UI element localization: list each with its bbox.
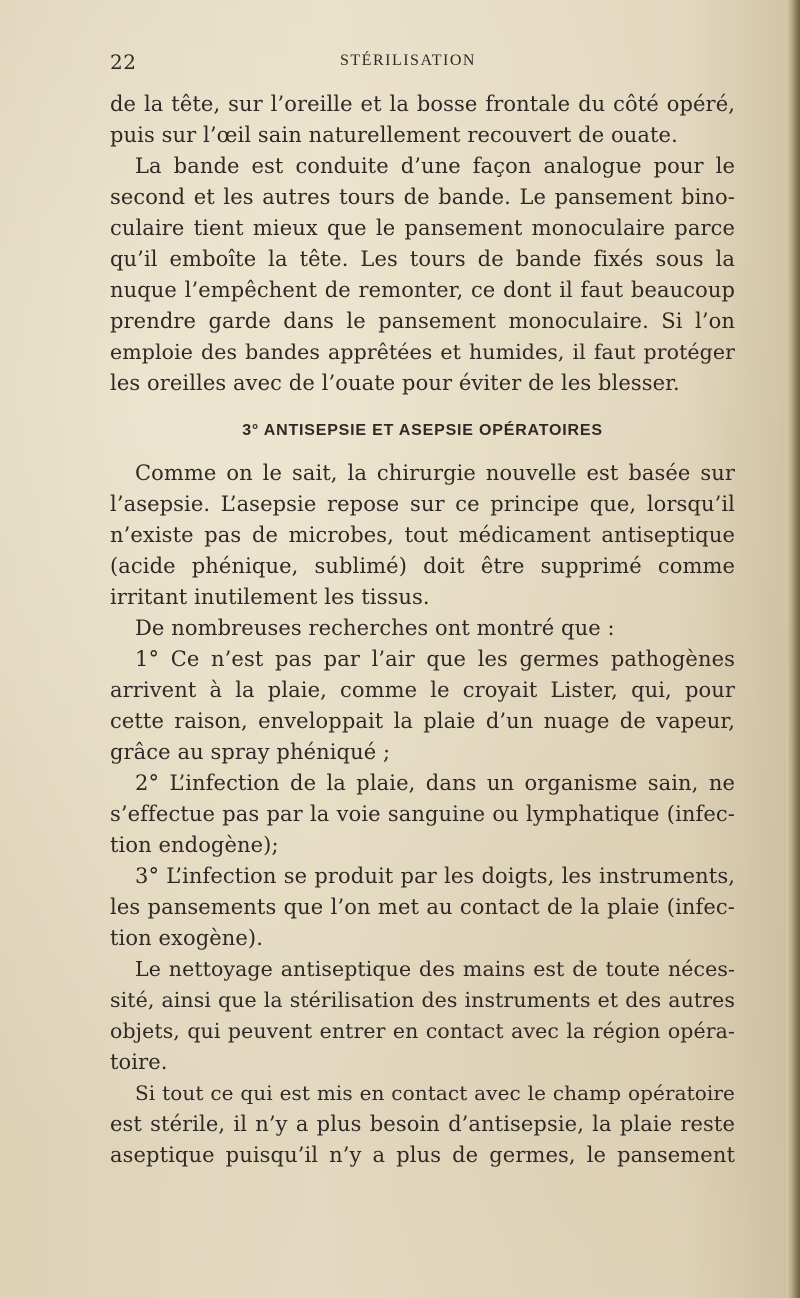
text-line: puis sur l’œil sain naturellement recouvert de ouate. [110, 123, 678, 147]
text-line: cette raison, enveloppait la plaie d’un nuage de vapeur, [110, 709, 735, 733]
text-line: culaire tient mieux que le pansement monoculaire parce [110, 216, 735, 240]
text-line: irritant inutilement les tissus. [110, 585, 430, 609]
text-line: 1° Ce n’est pas par l’air que les germes pathogènes [135, 647, 735, 671]
text-line: s’effectue pas par la voie sanguine ou lymphatique (infec- [110, 802, 735, 826]
text-line: les oreilles avec de l’ouate pour éviter de les blesser. [110, 371, 680, 395]
text-line: De nombreuses recherches ont montré que : [135, 616, 615, 640]
text-line: qu’il emboîte la tête. Les tours de bande fixés sous la [110, 247, 735, 271]
text-line: n’existe pas de microbes, tout médicament antiseptique [110, 523, 735, 547]
text-line: toire. [110, 1050, 168, 1074]
section-heading: 3° ANTISEPSIE ET ASEPSIE OPÉRATOIRES [242, 422, 603, 439]
text-line: emploie des bandes apprêtées et humides, il faut protéger [110, 340, 735, 364]
text-line: arrivent à la plaie, comme le croyait Lister, qui, pour [110, 678, 735, 702]
text-line: tion exogène). [110, 926, 264, 950]
text-line: Comme on le sait, la chirurgie nouvelle est basée sur [135, 461, 735, 485]
page-number: 22 [110, 50, 137, 74]
text-line: 2° L’infection de la plaie, dans un organisme sain, ne [135, 771, 735, 795]
text-line: tion endogène); [110, 833, 279, 857]
text-line: (acide phénique, sublimé) doit être supprimé comme [110, 554, 735, 578]
text-line: La bande est conduite d’une façon analogue pour le [135, 154, 735, 178]
page-header [110, 50, 735, 78]
text-line: les pansements que l’on met au contact de la plaie (infec- [110, 895, 735, 919]
text-line: aseptique puisqu’il n’y a plus de germes, le pansement [110, 1143, 735, 1167]
text-line: second et les autres tours de bande. Le pansement bino- [110, 185, 735, 209]
text-line: objets, qui peuvent entrer en contact avec la région opéra- [110, 1019, 735, 1043]
text-line: prendre garde dans le pansement monoculaire. Si l’on [110, 309, 735, 333]
text-line: est stérile, il n’y a plus besoin d’antisepsie, la plaie reste [110, 1112, 735, 1136]
text-line: sité, ainsi que la stérilisation des instruments et des autres [110, 988, 735, 1012]
text-line: Si tout ce qui est mis en contact avec le champ opératoire [135, 1081, 735, 1105]
body-text [110, 89, 735, 1171]
text-line: 3° L’infection se produit par les doigts, les instruments, [135, 864, 735, 888]
page-edge-shadow [786, 0, 800, 1298]
text-line: Le nettoyage antiseptique des mains est de toute néces- [135, 957, 735, 981]
running-head: STÉRILISATION [340, 52, 476, 69]
text-line: l’asepsie. L’asepsie repose sur ce principe que, lorsqu’il [110, 492, 735, 516]
text-line: grâce au spray phéniqué ; [110, 740, 391, 764]
text-line: nuque l’empêchent de remonter, ce dont il faut beaucoup [110, 278, 735, 302]
text-line: de la tête, sur l’oreille et la bosse frontale du côté opéré, [110, 92, 735, 116]
